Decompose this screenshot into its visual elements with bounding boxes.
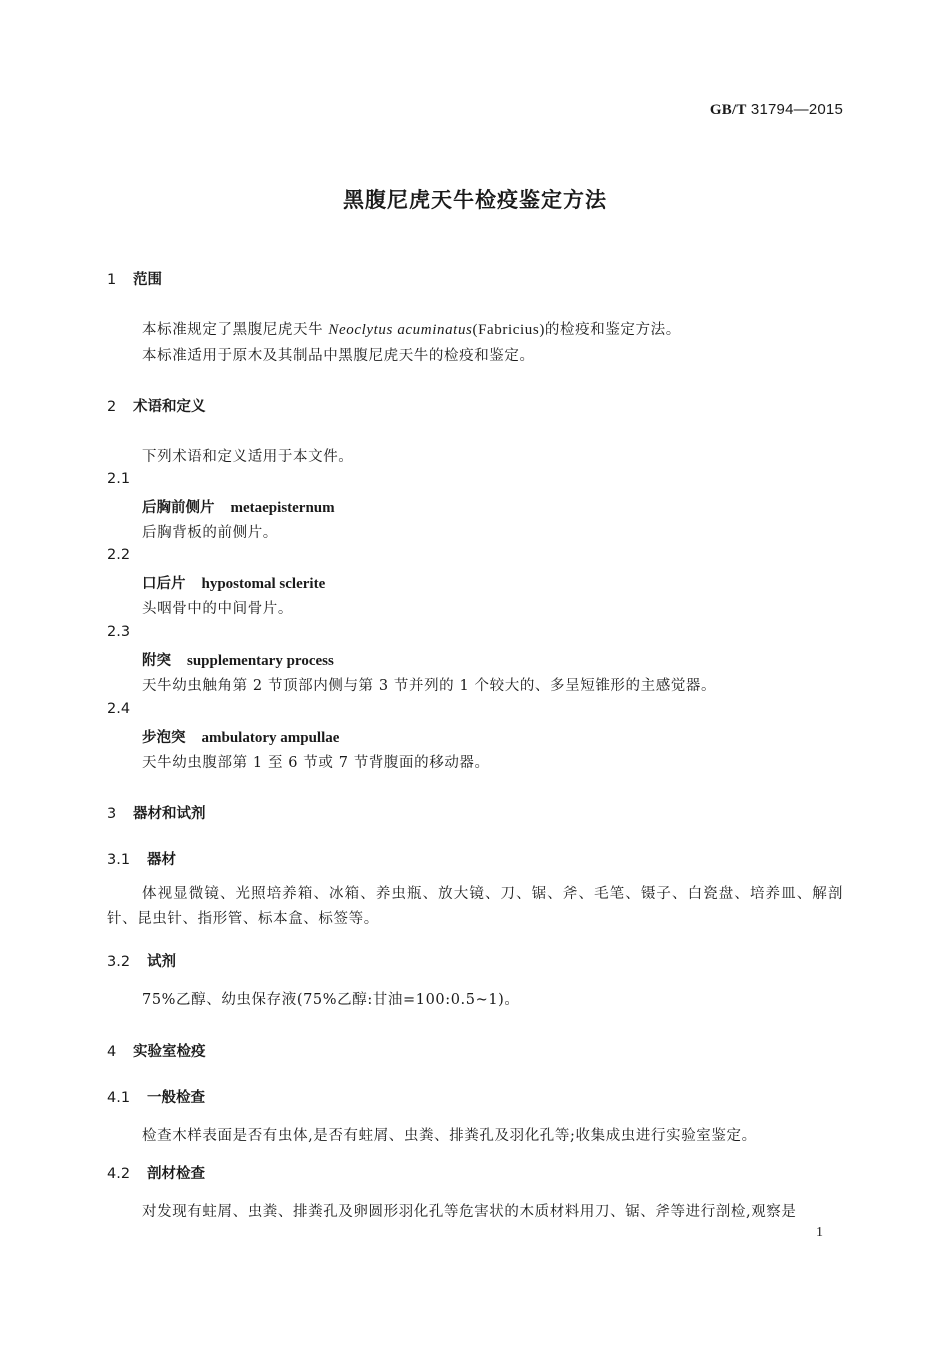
- term-definition: 头咽骨中的中间骨片。: [142, 601, 293, 617]
- section-4-heading: 4 实验室检疫: [107, 1044, 206, 1060]
- subsection-4-2-heading: 4.2 剖材检查: [107, 1166, 205, 1182]
- term-heading: 后胸前侧片 metaepisternum: [142, 500, 335, 516]
- term-definition: 天牛幼虫腹部第 1 至 6 节或 7 节背腹面的移动器。: [142, 755, 490, 771]
- subsection-3-1-heading: 3.1 器材: [107, 852, 176, 868]
- term-heading: 附突 supplementary process: [142, 653, 334, 669]
- term-number: 2.3: [107, 624, 131, 640]
- term-number: 2.4: [107, 701, 131, 717]
- subsection-4-2-text: 对发现有蛀屑、虫粪、排粪孔及卵圆形羽化孔等危害状的木质材料用刀、锯、斧等进行剖检,观察是: [142, 1204, 797, 1220]
- subsection-3-2-text: 75%乙醇、幼虫保存液(75%乙醇:甘油=100:0.5~1)。: [142, 992, 520, 1008]
- term-heading: 步泡突 ambulatory ampullae: [142, 730, 340, 746]
- subsection-3-1-text: 体视显微镜、光照培养箱、冰箱、养虫瓶、放大镜、刀、锯、斧、毛笔、镊子、白瓷盘、培养皿、解剖针、昆虫针、指形管、标本盒、标签等。: [107, 886, 843, 927]
- page-number: 1: [816, 1225, 823, 1240]
- term-definition: 后胸背板的前侧片。: [142, 525, 278, 541]
- document-title: 黑腹尼虎天牛检疫鉴定方法: [343, 188, 607, 212]
- section-1-paragraph-1: 本标准规定了黑腹尼虎天牛 Neoclytus acuminatus(Fabricius)的检疫和鉴定方法。: [142, 322, 681, 338]
- term-number: 2.1: [107, 471, 131, 487]
- standard-prefix: GB/T: [709, 102, 747, 118]
- section-1-paragraph-2: 本标准适用于原木及其制品中黑腹尼虎天牛的检疫和鉴定。: [142, 348, 535, 364]
- subsection-4-1-heading: 4.1 一般检查: [107, 1090, 205, 1106]
- section-3-heading: 3 器材和试剂: [107, 806, 206, 822]
- term-number: 2.2: [107, 547, 131, 563]
- term-definition: 天牛幼虫触角第 2 节顶部内侧与第 3 节并列的 1 个较大的、多呈短锥形的主感觉器。: [142, 678, 717, 694]
- species-author: (Fabricius): [472, 322, 545, 338]
- species-name: Neoclytus acuminatus: [328, 322, 473, 338]
- section-2-intro: 下列术语和定义适用于本文件。: [142, 449, 354, 465]
- section-2-heading: 2 术语和定义: [107, 399, 206, 415]
- standard-number: 31794—2015: [750, 101, 843, 118]
- term-heading: 口后片 hypostomal sclerite: [142, 576, 326, 592]
- subsection-3-2-heading: 3.2 试剂: [107, 954, 176, 970]
- section-1-heading: 1 范围: [107, 272, 162, 288]
- subsection-4-1-text: 检查木样表面是否有虫体,是否有蛀屑、虫粪、排粪孔及羽化孔等;收集成虫进行实验室鉴定。: [142, 1128, 757, 1144]
- standard-code: [710, 101, 843, 119]
